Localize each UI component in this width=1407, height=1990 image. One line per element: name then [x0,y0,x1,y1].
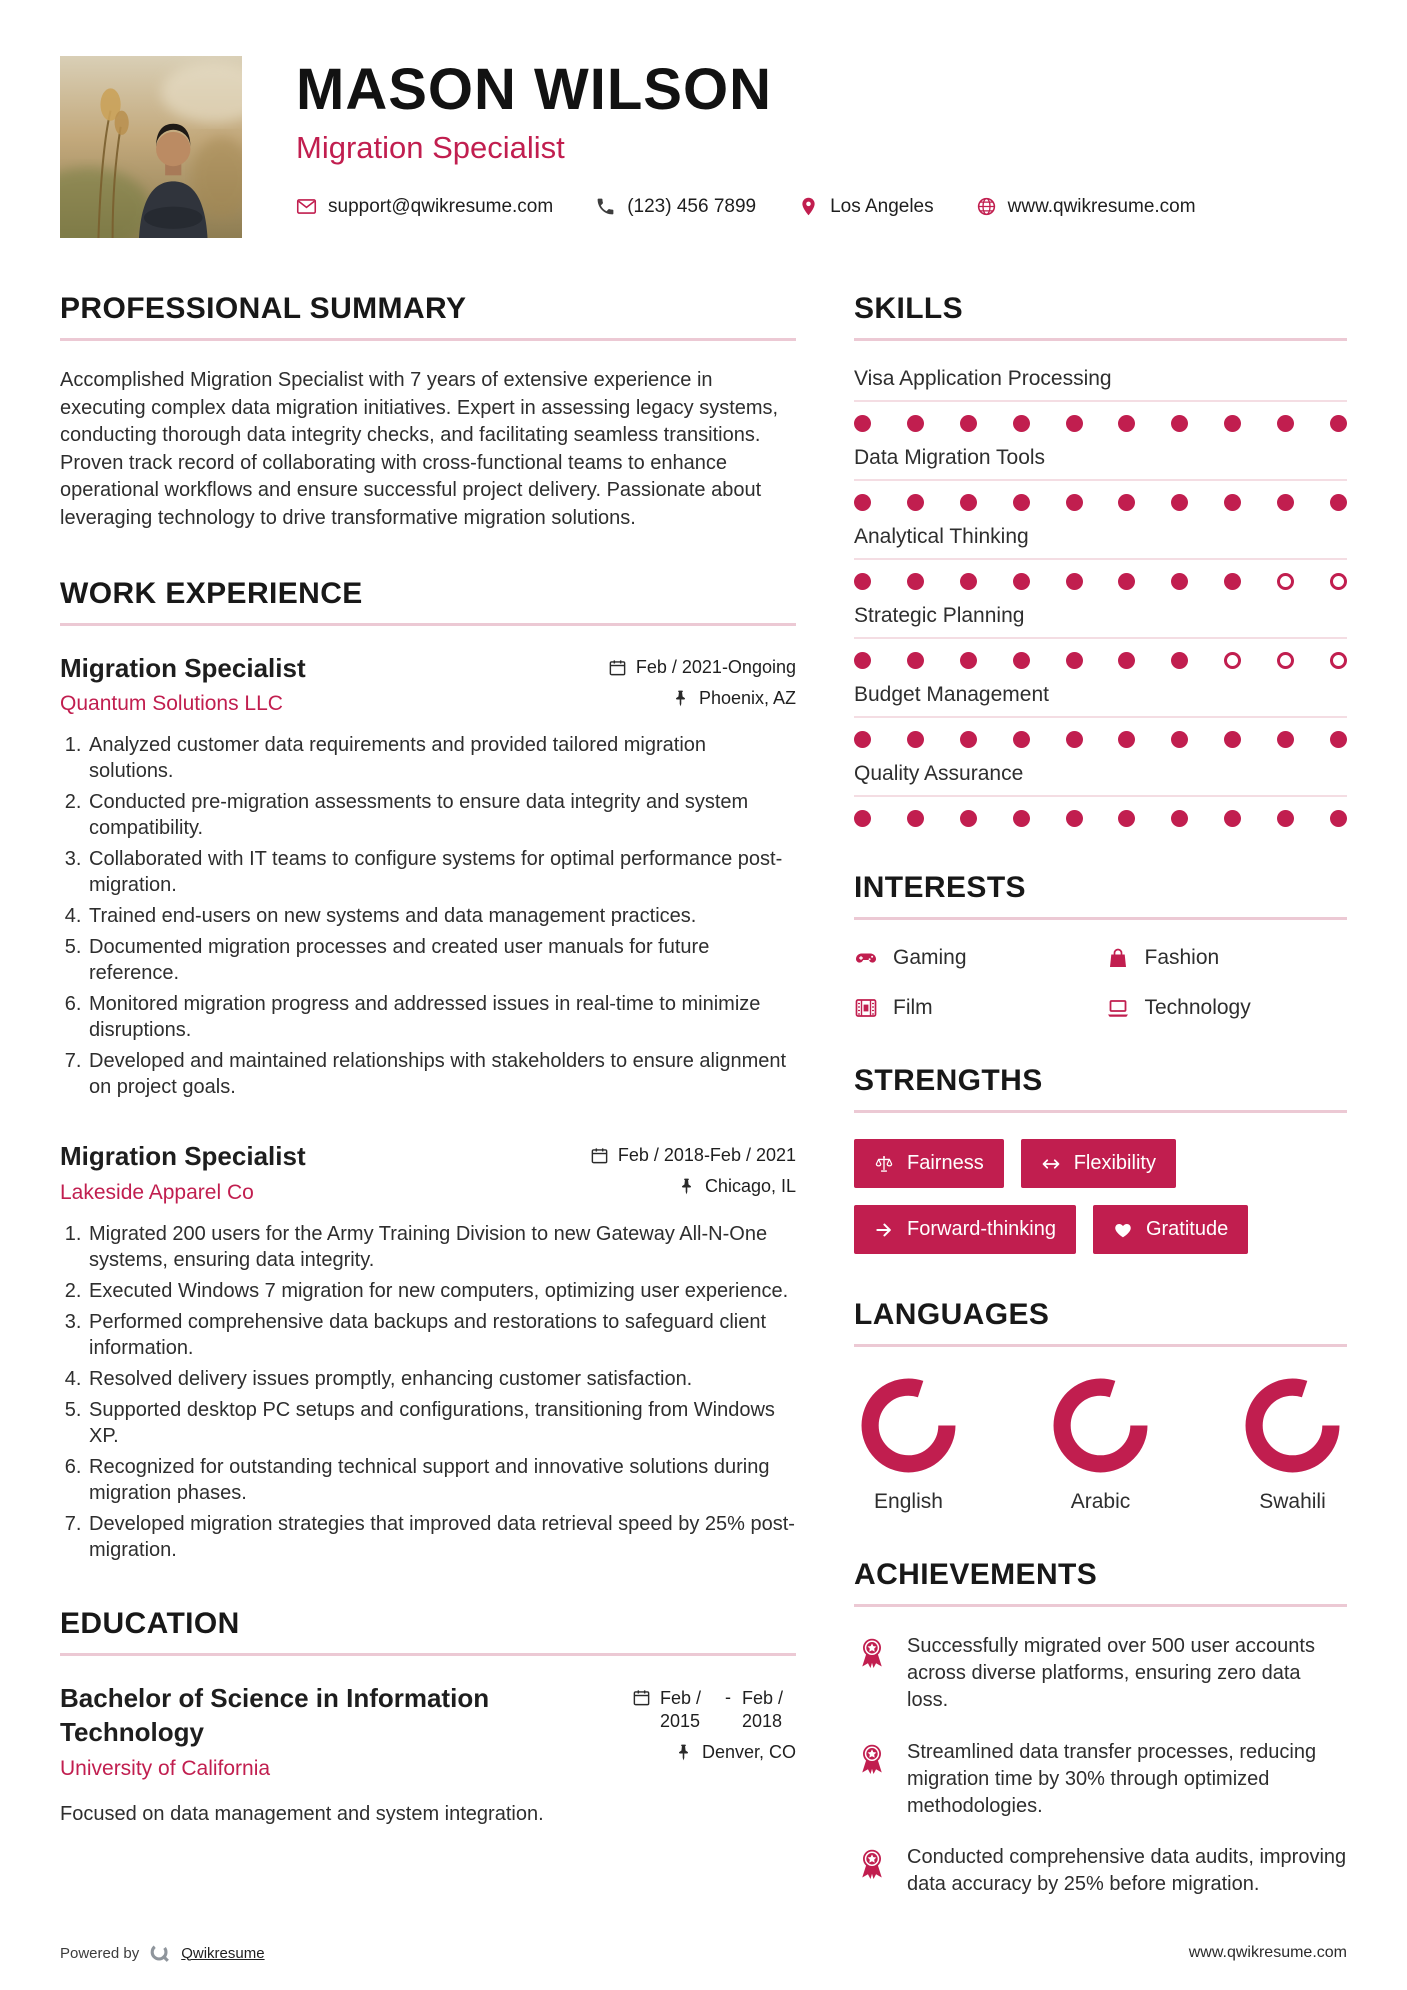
job-header [60,652,796,717]
achievement-text: Successfully migrated over 500 user accounts across diverse platforms, ensuring zero data loss. [907,1635,1315,1712]
strength-label: Fairness [907,1152,984,1174]
skill-dot [960,652,977,669]
section-summary [60,292,796,533]
job-title: Migration Specialist [60,652,306,683]
skill-dot [854,573,871,590]
language-level-ring [860,1377,957,1474]
achievement-text: Conducted comprehensive data audits, improving data accuracy by 25% before migration. [907,1846,1347,1896]
job-bullet: 6. Recognized for outstanding technical support and innovative solutions during migration phases. [87,1454,796,1506]
skill-rating [854,494,1347,511]
skill-row [854,525,1347,590]
job-location-row [671,688,796,709]
skill-dot [1118,731,1135,748]
language-name: Swahili [1259,1490,1326,1513]
job-date: Feb / 2021-Ongoing [635,656,796,677]
interest-list [854,946,1347,1020]
contact-item[interactable] [976,196,1196,218]
experience-heading: WORK EXPERIENCE [60,576,363,610]
header [0,0,1407,238]
job-location: Chicago, IL [704,1176,796,1197]
job-date: Feb / 2018-Feb / 2021 [617,1145,796,1166]
education-date-row [632,1687,796,1732]
skill-dot [1118,810,1135,827]
calendar-icon [590,1145,609,1165]
language-item [1244,1377,1341,1514]
skill-dot [1277,415,1294,432]
job-title-block [60,1140,306,1205]
skill-dot [1277,573,1294,590]
skill-dot [1171,494,1188,511]
job-bullet: 5. Documented migration processes and created user manuals for future reference. [87,934,796,986]
job-bullet: 1. Analyzed customer data requirements and provided tailored migration solutions. [87,732,796,784]
strength-label: Flexibility [1073,1152,1156,1174]
strength-label: Forward-thinking [907,1218,1056,1240]
gamepad-icon [854,946,878,970]
job-bullet: 1. Migrated 200 users for the Army Training Division to new Gateway All-N-One systems, ensuring data integrity. [87,1221,796,1273]
job-date-row [608,657,796,678]
globe-icon [976,196,997,217]
skill-dot [1330,652,1347,669]
language-name: Arabic [1070,1490,1131,1513]
section-languages [854,1298,1347,1514]
heart-icon [1113,1220,1133,1240]
job-title-block [60,652,306,717]
medal-icon [854,1844,890,1882]
strength-list [854,1139,1347,1254]
calendar-icon [608,657,627,677]
contact-text: (123) 456 7899 [627,195,757,217]
language-item [860,1377,957,1514]
skill-rating [854,652,1347,669]
contact-item[interactable] [595,196,756,218]
skill-dot [1277,494,1294,511]
job-bullet: 6. Monitored migration progress and addressed issues in real-time to minimize disruptions. [87,991,796,1043]
job-bullet: 4. Resolved delivery issues promptly, enhancing customer satisfaction. [87,1366,796,1392]
education-date-separator: - [725,1687,731,1708]
job-bullet: 3. Performed comprehensive data backups and restorations to safeguard client information. [87,1309,796,1361]
job-bullet: 2. Executed Windows 7 migration for new computers, optimizing user experience. [87,1278,796,1304]
achievements-heading: ACHIEVEMENTS [854,1558,1098,1591]
job-bullet: 3. Collaborated with IT teams to configure systems for optimal performance post-migration. [87,846,796,898]
content [0,238,1407,1943]
education-date-end: Feb / 2018 [742,1688,784,1731]
skill-dot [907,573,924,590]
skill-dot [1277,731,1294,748]
heading-rule [854,917,1347,920]
job-bullet: 7. Developed and maintained relationships with stakeholders to ensure alignment on project goals. [87,1048,796,1100]
education-location: Denver, CO [701,1742,796,1763]
contact-text: Los Angeles [830,195,934,217]
interest-item [854,946,1096,970]
skill-dot [1330,415,1347,432]
job-bullet: 2. Conducted pre-migration assessments to ensure data integrity and system compatibility. [87,789,796,841]
job-location: Phoenix, AZ [698,687,796,708]
job-bullet: 7. Developed migration strategies that improved data retrieval speed by 25% post-migration. [87,1511,796,1563]
job-bullet: 4. Trained end-users on new systems and data management practices. [87,903,796,929]
pushpin-icon [674,1742,693,1762]
job-meta [608,652,796,709]
skill-row [854,683,1347,748]
skill-name: Strategic Planning [854,604,1347,639]
medal-icon [854,1739,890,1777]
job-bullet: 5. Supported desktop PC setups and configurations, transitioning from Windows XP. [87,1397,796,1449]
pushpin-icon [677,1176,696,1196]
header-text [296,56,1196,238]
job-entry [60,1140,796,1563]
contact-text: www.qwikresume.com [1007,195,1196,217]
skill-dot [1171,573,1188,590]
skill-row [854,367,1347,432]
interest-label: Technology [1144,996,1251,1019]
skill-dot [854,494,871,511]
candidate-name: MASON WILSON [296,57,772,122]
strengths-heading: STRENGTHS [854,1064,1043,1097]
skill-dot [1118,573,1135,590]
skill-dot [1224,810,1241,827]
skills-heading: SKILLS [854,292,964,325]
scales-icon [874,1154,894,1174]
handbag-icon [1106,946,1130,970]
summary-text: Accomplished Migration Specialist with 7 years of extensive experience in executing complex data migration initiatives. Expert in assessing legacy systems, conducting thorough data integrity checks, and facilitating seamless transitions. Proven track record of collaborating with cross-functional teams to enhance operational workflows and ensure successful project delivery. Passionate about leveraging technology to drive transformative migration solutions. [60,369,779,529]
skill-dot [1224,652,1241,669]
skill-name: Quality Assurance [854,762,1347,797]
skill-name: Data Migration Tools [854,446,1347,481]
skill-dot [1330,810,1347,827]
strength-chip [1093,1205,1248,1254]
skill-dot [1013,573,1030,590]
medal-icon [854,1633,890,1671]
section-interests [854,871,1347,1020]
heading-rule [60,1653,796,1656]
education-heading: EDUCATION [60,1607,240,1641]
strength-label: Gratitude [1145,1218,1229,1240]
job-location-row [677,1176,796,1197]
skill-dot [1224,731,1241,748]
skill-dot [1277,652,1294,669]
skill-dot [907,415,924,432]
contact-text: support@qwikresume.com [328,195,554,217]
skill-dot [907,494,924,511]
heading-rule [854,338,1347,341]
interest-item [1106,946,1348,970]
footer-branding [60,1942,265,1964]
job-title: Migration Specialist [60,1141,306,1172]
job-company: Quantum Solutions LLC [60,692,283,716]
skill-dot [1171,415,1188,432]
qwikresume-logo-icon [149,1942,171,1964]
skill-dot [1013,415,1030,432]
strength-chip [1021,1139,1176,1188]
skill-rating [854,810,1347,827]
job-meta [590,1140,796,1197]
language-name: English [874,1490,943,1513]
job-bullet-list [60,732,796,1100]
skill-dot [907,652,924,669]
skill-dot [1171,652,1188,669]
job-entry [60,652,796,1101]
achievement-item [854,1844,1347,1898]
section-education [60,1607,796,1828]
strength-chip [854,1139,1004,1188]
languages-heading: LANGUAGES [854,1298,1050,1331]
arrows-left-right-icon [1041,1154,1061,1174]
skill-dot [854,652,871,669]
skill-dot [1224,494,1241,511]
skill-dot [854,415,871,432]
interest-item [1106,996,1348,1020]
section-skills [854,292,1347,827]
achievement-list [854,1633,1347,1899]
skill-row [854,446,1347,511]
left-column [60,292,796,1943]
job-company: Lakeside Apparel Co [60,1181,254,1205]
skill-dot [1066,494,1083,511]
footer [60,1942,1347,1964]
education-school: University of California [60,1756,271,1780]
achievement-item [854,1633,1347,1715]
skill-rating [854,731,1347,748]
skill-dot [1171,810,1188,827]
interest-label: Gaming [893,946,967,969]
heading-rule [60,623,796,626]
skill-dot [1118,415,1135,432]
interest-label: Fashion [1144,946,1220,969]
achievement-text: Streamlined data transfer processes, reducing migration time by 30% through optimized methodologies. [907,1740,1317,1817]
job-list [60,652,796,1564]
language-list [854,1373,1347,1514]
skill-dot [960,573,977,590]
heading-rule [854,1604,1347,1607]
skill-dot [960,810,977,827]
candidate-title: Migration Specialist [296,129,565,165]
achievement-item [854,1739,1347,1821]
summary-heading: PROFESSIONAL SUMMARY [60,292,467,325]
education-location-row [674,1742,796,1763]
skill-dot [1013,494,1030,511]
envelope-icon [296,196,317,217]
skill-row [854,604,1347,669]
arrow-right-icon [874,1220,894,1240]
section-strengths [854,1064,1347,1254]
skill-dot [1013,810,1030,827]
job-date-row [590,1145,796,1166]
skill-dot [1118,652,1135,669]
interest-label: Film [893,996,933,1019]
skill-dot [907,810,924,827]
skill-dot [854,810,871,827]
strength-chip [854,1205,1076,1254]
skill-dot [1066,415,1083,432]
skill-list [854,367,1347,827]
skill-dot [854,731,871,748]
skill-dot [1277,810,1294,827]
skill-dot [960,494,977,511]
contact-item[interactable] [296,196,553,218]
education-date-start: Feb / 2015 [660,1688,702,1731]
skill-dot [1066,652,1083,669]
skill-row [854,762,1347,827]
skill-dot [1330,494,1347,511]
section-experience [60,577,796,1564]
skill-dot [907,731,924,748]
skill-dot [1066,731,1083,748]
job-header [60,1140,796,1205]
contact-item[interactable] [798,196,934,218]
footer-website[interactable]: www.qwikresume.com [1188,1944,1347,1961]
calendar-icon [632,1687,651,1707]
education-description: Focused on data management and system integration. [60,1802,544,1825]
skill-rating [854,415,1347,432]
section-achievements [854,1558,1347,1899]
skill-name: Budget Management [854,683,1347,718]
skill-dot [1224,415,1241,432]
skill-dot [1118,494,1135,511]
education-title-block [60,1682,530,1781]
heading-rule [60,338,796,341]
skill-rating [854,573,1347,590]
job-bullet-list [60,1221,796,1563]
skill-name: Analytical Thinking [854,525,1347,560]
right-column [854,292,1347,1943]
skill-name: Visa Application Processing [854,367,1347,402]
powered-by-label: Powered by [60,1944,140,1962]
heading-rule [854,1110,1347,1113]
laptop-icon [1106,996,1130,1020]
language-level-ring [1052,1377,1149,1474]
interest-item [854,996,1096,1020]
skill-dot [1330,573,1347,590]
skill-dot [1013,731,1030,748]
film-icon [854,996,878,1020]
profile-photo [60,56,242,238]
skill-dot [1224,573,1241,590]
heading-rule [854,1344,1347,1347]
skill-dot [1330,731,1347,748]
skill-dot [1066,573,1083,590]
qwikresume-link[interactable]: Qwikresume [181,1944,265,1962]
language-level-ring [1244,1377,1341,1474]
skill-dot [1171,731,1188,748]
skill-dot [1066,810,1083,827]
phone-icon [595,196,616,217]
map-marker-icon [798,196,819,217]
interests-heading: INTERESTS [854,871,1026,904]
skill-dot [960,415,977,432]
pushpin-icon [671,688,690,708]
skill-dot [1013,652,1030,669]
education-header [60,1682,796,1781]
education-meta [632,1682,796,1763]
education-degree: Bachelor of Science in Information Technology [60,1683,490,1747]
language-item [1052,1377,1149,1514]
skill-dot [960,731,977,748]
contact-list [296,196,1196,218]
